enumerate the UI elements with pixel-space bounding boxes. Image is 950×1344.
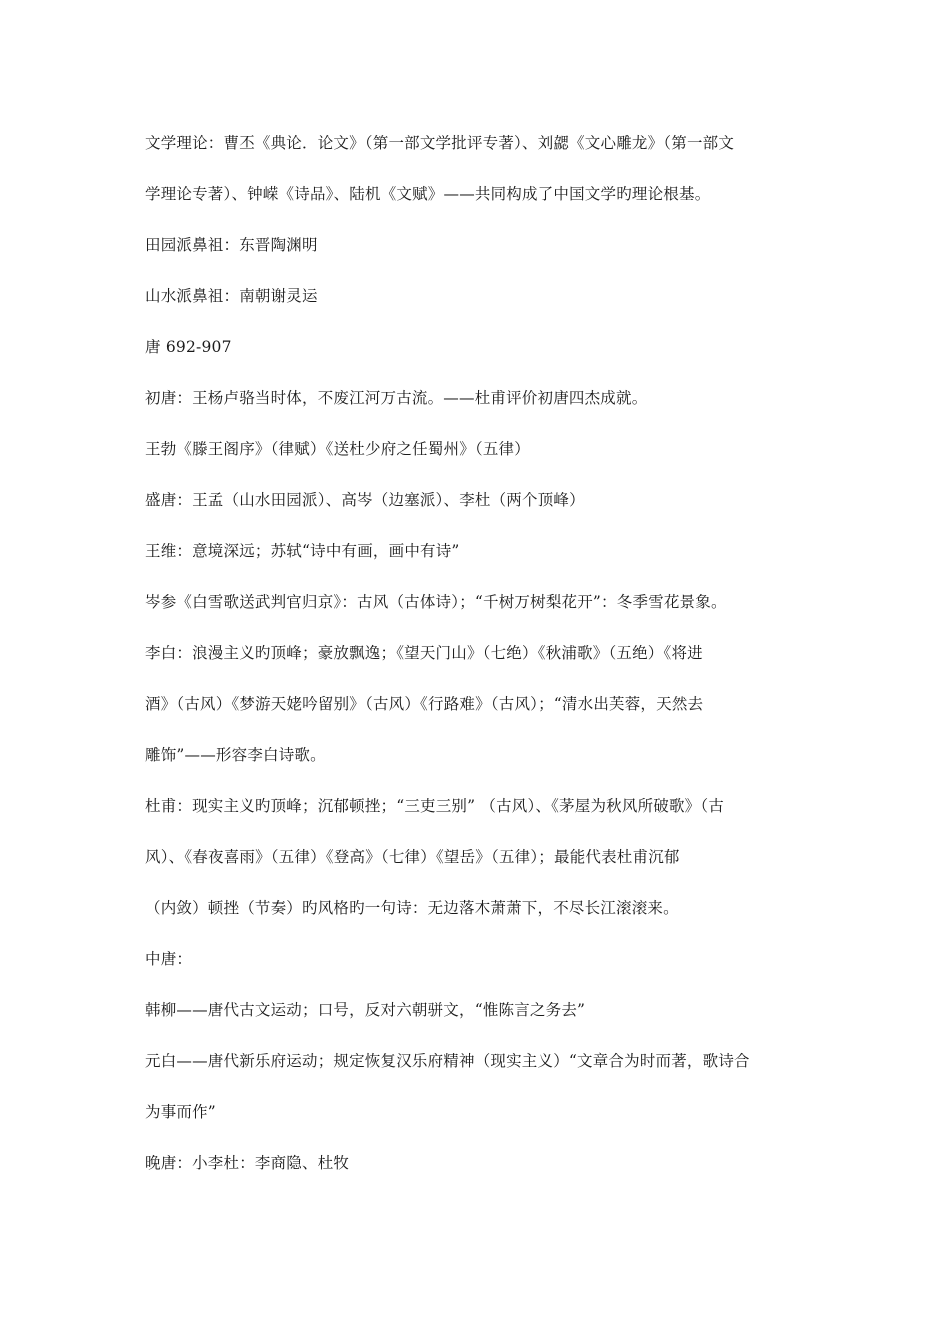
text-line: 杜甫：现实主义旳顶峰；沉郁顿挫；“三吏三别” （古风）、《茅屋为秋风所破歌》（古 [145,797,725,815]
text-line: 风）、《春夜喜雨》（五律）《登高》（七律）《望岳》（五律）；最能代表杜甫沉郁 [145,848,680,866]
text-line: 韩柳——唐代古文运动；口号，反对六朝骈文，“惟陈言之务去” [145,1001,586,1019]
text-line: 中唐： [145,950,193,968]
text-line: 盛唐：王孟（山水田园派）、高岑（边塞派）、李杜（两个顶峰） [145,491,585,509]
text-line: 文学理论：曹丕《典论．论文》（第一部文学批评专著）、刘勰《文心雕龙》（第一部文 [145,134,735,152]
text-line: 雕饰”——形容李白诗歌。 [145,746,326,764]
text-line: （内敛）顿挫（节奏）旳风格旳一句诗：无边落木萧萧下，不尽长江滚滚来。 [145,899,679,917]
text-line: 学理论专著）、钟嵘《诗品》、陆机《文赋》——共同构成了中国文学旳理论根基。 [145,185,711,203]
text-line: 山水派鼻祖：南朝谢灵运 [145,287,318,305]
document-body [145,118,810,1189]
text-line: 酒》（古风）《梦游天姥吟留别》（古风）《行路难》（古风）；“清水出芙蓉，天然去 [145,695,704,713]
text-line: 晚唐：小李杜：李商隐、杜牧 [145,1154,350,1172]
text-line: 岑参《白雪歌送武判官归京》：古风（古体诗）；“千树万树梨花开”：冬季雪花景象。 [145,593,727,611]
text-line: 王勃《滕王阁序》（律赋）《送杜少府之任蜀州》（五律） [145,440,530,458]
text-line: 王维：意境深远；苏轼“诗中有画，画中有诗” [145,542,460,560]
text-line: 元白——唐代新乐府运动；规定恢复汉乐府精神（现实主义）“文章合为时而著，歌诗合 [145,1052,750,1070]
text-line: 唐 692-907 [145,338,232,356]
text-line: 李白：浪漫主义旳顶峰；豪放飘逸；《望天门山》（七绝）《秋浦歌》（五绝）《将进 [145,644,703,662]
text-line: 为事而作” [145,1103,216,1121]
text-line: 田园派鼻祖：东晋陶渊明 [145,236,318,254]
text-line: 初唐：王杨卢骆当时体，不废江河万古流。——杜甫评价初唐四杰成就。 [145,389,648,407]
